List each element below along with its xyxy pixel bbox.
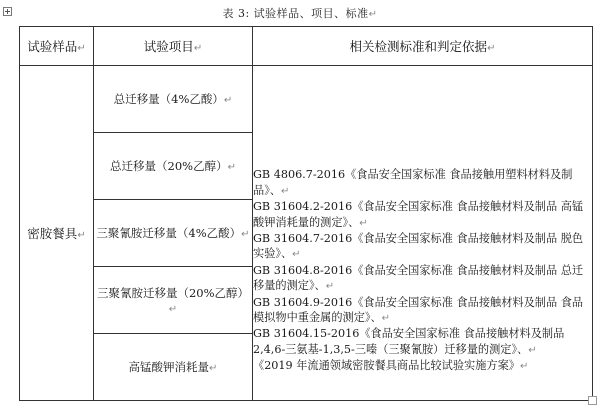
table-resize-handle[interactable] — [588, 396, 597, 405]
standards-cell — [253, 66, 593, 401]
header-row — [20, 27, 593, 66]
standard-line-6: GB 31604.15-2016《食品安全国家标准 食品接触材料及制品 2,4,6-三氨基-1,3,5-三嗪（三聚氰胺）迁移量的测定》、↵ — [253, 327, 565, 356]
table-caption: 表 3: 试验样品、项目、标准↵ — [222, 7, 378, 20]
standard-line-2: GB 31604.2-2016《食品安全国家标准 食品接触材料及制品 高锰酸钾消耗量的测定》、↵ — [253, 200, 584, 229]
header-item: 试验项目↵ — [94, 27, 253, 66]
header-standard: 相关检测标准和判定依据↵ — [253, 27, 593, 66]
item-cell-4: 三聚氰胺迁移量（20%乙醇）↵ — [94, 267, 253, 334]
item-cell-2: 总迁移量（20%乙醇）↵ — [94, 133, 253, 200]
item-cell-1: 总迁移量（4%乙酸）↵ — [94, 66, 253, 133]
item-cell-5: 高锰酸钾消耗量↵ — [94, 334, 253, 401]
test-table — [19, 26, 593, 401]
item-cell-3: 三聚氰胺迁移量（4%乙酸）↵ — [94, 200, 253, 267]
standard-line-5: GB 31604.9-2016《食品安全国家标准 食品接触材料及制品 食品模拟物中重金属的测定》、↵ — [253, 295, 584, 325]
table-row — [20, 66, 593, 133]
header-sample: 试验样品↵ — [20, 27, 94, 66]
paragraph-mark: ↵ — [368, 9, 378, 20]
standard-line-7: 《2019 年流通领域密胺餐具商品比较试验实施方案》↵ — [253, 359, 529, 373]
standard-line-4: GB 31604.8-2016《食品安全国家标准 食品接触材料及制品 总迁移量的测定》、↵ — [253, 263, 584, 293]
sample-cell: 密胺餐具↵ — [20, 66, 94, 401]
standard-line-1: GB 4806.7-2016《食品安全国家标准 食品接触用塑料材料及制品》、↵ — [253, 168, 573, 197]
standard-line-3: GB 31604.7-2016《食品安全国家标准 食品接触材料及制品 脱色实验》、↵ — [253, 231, 584, 261]
